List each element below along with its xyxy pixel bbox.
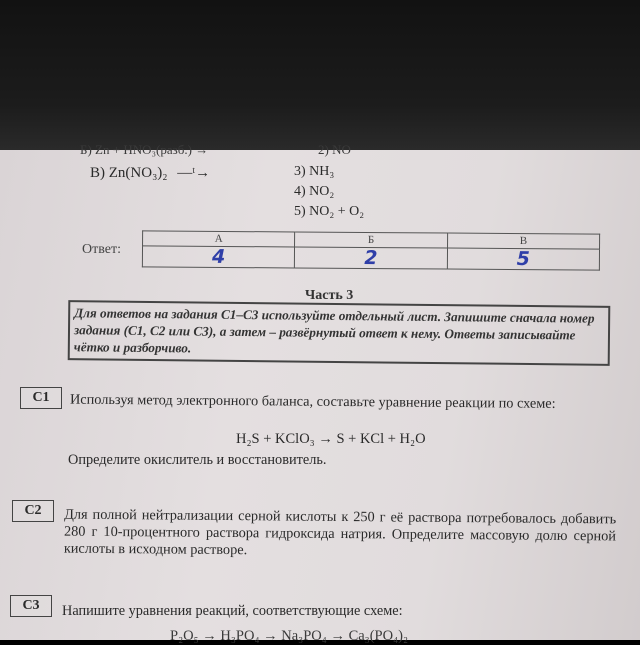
answer-cell-a[interactable]: 4 <box>142 246 294 268</box>
task-c2-tag: C2 <box>12 500 54 522</box>
answer-col-b: Б <box>295 232 447 248</box>
item-v <box>90 165 210 182</box>
answer-label: Ответ: <box>82 242 121 257</box>
task-c2-text: Для полной нейтрализации серной кислоты к 250 г её раствора потребовалось добавить 280 г 10-процентного раствора гидроксида натрия. Определите массовую долю серной кислоты в исходном растворе. <box>63 506 617 559</box>
answer-cell-b[interactable]: 2 <box>295 247 447 269</box>
answer-table <box>142 230 600 270</box>
partial-option-2: 2) NO <box>318 142 351 157</box>
item-v-label: В) Zn(NO₃)₂ <box>90 165 168 181</box>
task-c1-equation: H₂S + KClO₃ → S + KCl + H₂O <box>236 431 426 447</box>
partial-item-b: Б) Zn + HNO₃(разб.) → <box>80 142 209 157</box>
option-list <box>294 162 364 222</box>
item-v-arrow: —ᵗ→ <box>177 165 211 181</box>
task-c3-partial-scheme: P₂O₅ → H₃PO₄ → Na₃PO₄ → Ca₃(PO₄)₂ <box>170 628 409 644</box>
dark-top-band <box>0 0 640 150</box>
task-c3-text: Напишите уравнения реакций, соответствующие схеме: <box>62 603 403 619</box>
task-c1-text: Используя метод электронного баланса, составьте уравнение реакции по схеме: <box>69 391 556 412</box>
answer-col-a: А <box>143 231 295 247</box>
option-5: 5) NO₂ + O₂ <box>294 204 365 219</box>
answer-cell-v[interactable]: 5 <box>447 248 599 270</box>
part3-notice: Для ответов на задания C1–C3 используйте отдельный лист. Запишите сначала номер задания (C1, C2 или C3), а затем – развёрнутый ответ к нему. Ответы записывайте чётко и разборчиво. <box>68 300 611 366</box>
part3-title: Часть 3 <box>305 288 354 303</box>
option-3: 3) NH₃ <box>294 164 335 179</box>
answer-col-v: В <box>447 233 599 249</box>
task-c3-tag: C3 <box>10 595 52 617</box>
option-4: 4) NO₂ <box>294 184 335 199</box>
task-c1-tag: C1 <box>20 387 62 409</box>
task-c1-question: Определите окислитель и восстановитель. <box>68 452 327 468</box>
